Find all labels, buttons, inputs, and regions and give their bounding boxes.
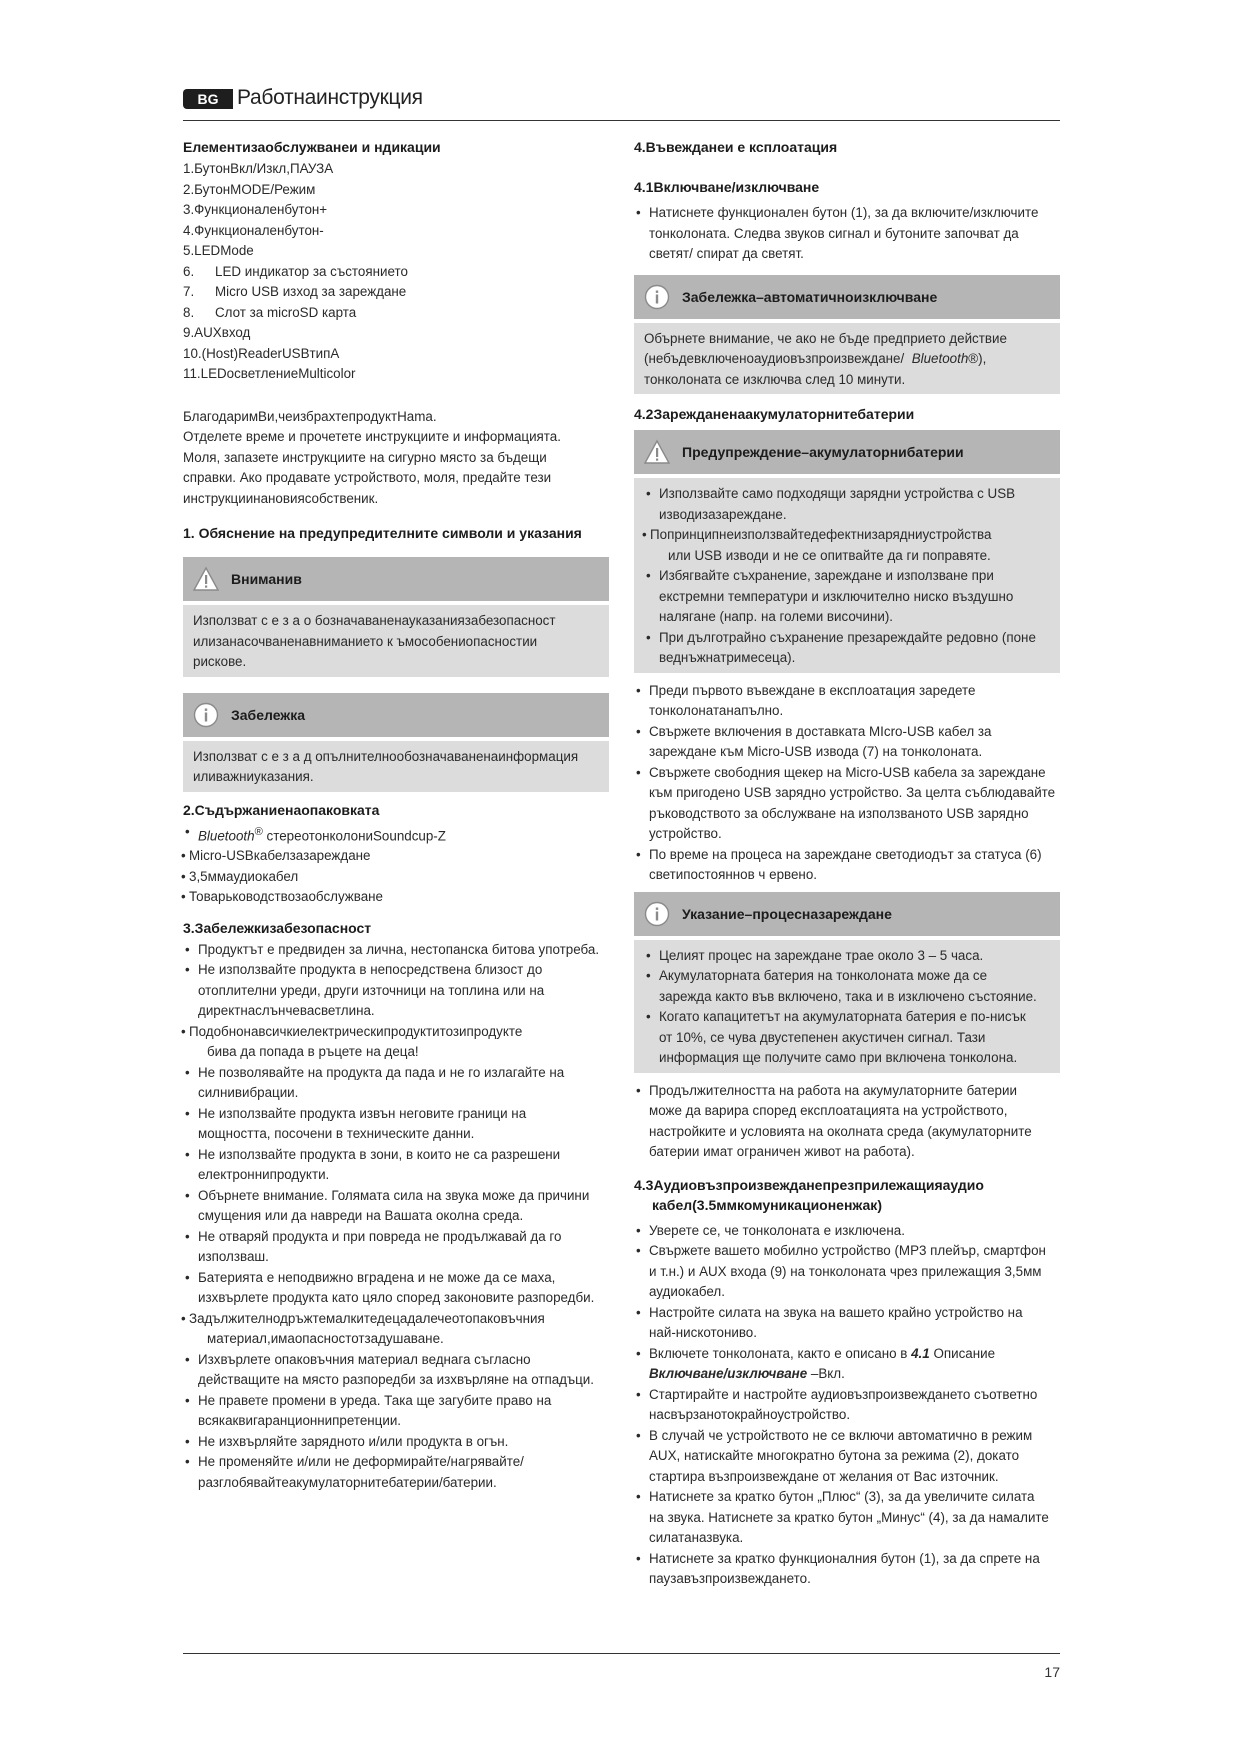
list-item: [183, 960, 609, 1022]
text-line: налягане (напр. на големи височини).: [659, 609, 894, 624]
list-item: [183, 822, 609, 847]
charging-hint-label: Указание–процесназареждане: [682, 905, 892, 922]
text-line: • При дълготрайно съхранение презареждайте редовно (поне: [659, 629, 1036, 645]
list-item: [644, 946, 1050, 967]
text-line: • Стартирайте и настройте аудиовъзпроизвеждането съответно: [649, 1386, 1038, 1402]
text-line: силатаназвука.: [649, 1530, 744, 1545]
language-badge: BG: [183, 89, 233, 109]
text-line: • Обърнете внимание. Голямата сила на звука може да причини: [198, 1187, 590, 1203]
text-span: –Вкл.: [807, 1366, 845, 1381]
warning-triangle-icon: [193, 566, 219, 592]
list-item: [183, 1309, 609, 1350]
text-line: • Избягвайте съхранение, зареждане и използване при: [659, 568, 994, 583]
list-item: • Micro-USBкабелзазареждане: [183, 846, 609, 867]
text-line: светят/ спират да светят.: [649, 246, 804, 261]
text-line: най-нискотониво.: [649, 1325, 757, 1340]
header-rule: [183, 120, 1060, 121]
text-line: устройство.: [649, 826, 722, 841]
control-text: Слот за microSD карта: [215, 304, 357, 320]
auto-off-box-body: [634, 323, 1060, 395]
list-item: [634, 681, 1060, 722]
battery-warning-list: [644, 484, 1050, 669]
list-item: [644, 1007, 1050, 1069]
control-item: 2.БутонMODE/Режим: [183, 181, 316, 197]
brand-text: Bluetooth: [911, 351, 969, 366]
control-item: 11.LEDосветлениеMulticolor: [183, 366, 356, 381]
thanks-paragraph: [183, 407, 609, 510]
list-item: [644, 966, 1050, 1007]
warning-box-header: [183, 557, 609, 601]
note-label: Забележка: [231, 706, 306, 723]
battery-warning-label: Предупреждение–акумулаторнибатерии: [682, 444, 964, 460]
text-line: справки. Ако продавате устройството, моля, предайте тези: [183, 470, 552, 485]
text-line: зареждане към Micro-USB извода (7) на тонколоната.: [649, 744, 983, 759]
text-span: ®),: [968, 351, 987, 366]
warning-label: Вниманив: [231, 571, 302, 587]
control-item: [183, 303, 609, 324]
list-item: • 3,5ммаудиокабел: [183, 867, 609, 888]
text-line: настройките и условията на околната среда (акумулаторните: [649, 1123, 1032, 1139]
auto-off-label: Забележка–автоматичноизключване: [682, 288, 938, 305]
list-item: [634, 1426, 1060, 1488]
list-item: [634, 203, 1060, 265]
text-line: • Уверете се, че тонколоната е изключена.: [649, 1222, 905, 1238]
text-line: аудиокабел.: [649, 1284, 725, 1299]
control-item: 10.(Host)ReaderUSBтипA: [183, 345, 340, 361]
text-line: • Изхвърлете опаковъчния материал веднага съгласно: [198, 1351, 531, 1367]
list-item: [634, 763, 1060, 845]
control-item: 5.LEDMode: [183, 243, 254, 258]
warning-triangle-icon: [644, 439, 670, 465]
list-item: [183, 1432, 609, 1453]
text-span: Включете тонколоната, както е описано в: [649, 1345, 912, 1361]
text-line: ръководството за обслужване на използваното USB зарядно: [649, 805, 1029, 821]
text-line: действащите на място разпоредби за изхвърляне на отпадъци.: [198, 1372, 594, 1388]
right-column: [634, 137, 1060, 1590]
text-line: • Натиснете за кратко бутон „Плюс“ (3), за да увеличите силата: [649, 1489, 1035, 1504]
control-number: 6.: [183, 263, 195, 279]
text-line: • Натиснете функционален бутон (1), за да включите/изключите: [649, 205, 1039, 220]
control-text: Micro USB изход за зареждане: [215, 284, 407, 299]
battery-warning-box-body: [634, 478, 1060, 673]
text-line: • Попринципнеизползвайтедефектнизарядниустройства: [650, 527, 992, 542]
controls-heading: Елементизаобслужванеи и ндикации: [183, 139, 441, 155]
page-title: Работнаинструкция: [237, 86, 423, 109]
note-box-header: [183, 693, 609, 737]
audio-list: [634, 1221, 1060, 1590]
list-item: [183, 1022, 609, 1063]
list-item: • Товарьководствозаобслужване: [183, 887, 609, 908]
text-line: • В случай че устройството не се включи автоматично в режим: [649, 1427, 1033, 1443]
charging-hint-box-body: [634, 940, 1060, 1073]
text-line: • Свържете включения в доставката MIcro-USB кабел за: [649, 723, 992, 739]
registered-mark: ®: [254, 825, 263, 838]
text-span: Описание: [929, 1345, 996, 1361]
text-line: илизанасочваненавниманието к ъмособениопасностии: [193, 633, 538, 649]
controls-list: [183, 159, 609, 385]
section-1-heading: 1. Обяснение на предупредителните символи и указания: [183, 525, 582, 541]
list-item: [644, 484, 1050, 525]
control-text: LED индикатор за състоянието: [215, 263, 408, 279]
info-icon: [193, 702, 219, 728]
list-item: [634, 1344, 1060, 1385]
charging-hint-box-header: [634, 892, 1060, 936]
text-line: смущения или да навреди на Вашата околна среда.: [198, 1208, 524, 1224]
text-line: тонколоната се изключва след 10 минути.: [644, 371, 906, 387]
text-line: светипостояннов ч ервено.: [649, 867, 817, 882]
control-number: 8.: [183, 304, 195, 320]
control-item: 1.БутонВкл/Изкл,ПАУЗА: [183, 161, 334, 176]
text-line: • Не променяйте и/или не деформирайте/нагрявайте/: [198, 1454, 524, 1470]
left-column: [183, 137, 609, 1493]
list-item: [183, 1186, 609, 1227]
text-line: стартира възпроизвеждане от желания от Вас източник.: [649, 1468, 999, 1484]
section-4-3-heading: [634, 1175, 1060, 1215]
package-contents-list: [183, 822, 609, 908]
text-line: [649, 1344, 1060, 1365]
section-reference: Включване/изключване: [649, 1366, 808, 1381]
text-line: Използват с е з а о бозначаваненауказаниязабезопасност: [193, 613, 556, 628]
brand-text: Bluetooth: [198, 827, 255, 843]
text-line: • Не използвайте продукта в непосредствена близост до: [198, 962, 543, 978]
text-line: насвързанотокрайноустройство.: [649, 1407, 851, 1422]
list-item: [634, 1385, 1060, 1426]
list-item: [634, 1303, 1060, 1344]
text-line: зарежда както във включено, така и в изключено състояние.: [659, 988, 1037, 1004]
text-line: • Натиснете за кратко функционалния бутон (1), за да спрете на: [649, 1550, 1040, 1566]
section-reference: 4.1: [911, 1345, 930, 1361]
text-line: Използват с е з а д опълнителнообозначаваненаинформация: [193, 748, 579, 764]
text-line: Обърнете внимание, че ако не бъде предприето действие: [644, 330, 1007, 346]
list-item: [634, 1081, 1060, 1163]
page-header: [183, 87, 1060, 115]
list-item: [634, 845, 1060, 886]
battery-warning-box-header: [634, 430, 1060, 474]
text-line: разглобявайтеакумулаторнитебатерии/батерии.: [198, 1474, 497, 1490]
warning-box-body: [183, 605, 609, 677]
text-line: и т.н.) и AUX входа (9) на тонколоната чрез прилежащия 3,5мм: [649, 1263, 1042, 1279]
text-line: директнаслънчевасветлина.: [198, 1003, 375, 1019]
footer-rule: [183, 1653, 1060, 1654]
charging-hint-list: [644, 946, 1050, 1069]
page-number: 17: [1044, 1664, 1060, 1680]
text-line: екстремни температури и изключително ниско въздушно: [659, 588, 1014, 604]
list-item: [634, 1487, 1060, 1549]
control-number: 7.: [183, 284, 195, 299]
list-item: [644, 566, 1050, 628]
control-item: 9.AUXвход: [183, 325, 251, 340]
text-line: AUX, натискайте многократно бутона за режима (2), докато: [649, 1448, 1020, 1463]
text-line: материал,имаопасностотзадушаване.: [207, 1331, 444, 1347]
list-item: [634, 1549, 1060, 1590]
text-line: използваш.: [198, 1249, 269, 1265]
text-line: Моля, запазете инструкциите на сигурно място за бъдещи: [183, 449, 547, 465]
list-item: [644, 628, 1050, 669]
text-line: • Подобнонавсичкиелектрическипродуктитозипродукте: [189, 1023, 523, 1039]
text-line: всякаквигаранционнипретенции.: [198, 1413, 402, 1429]
auto-off-box-header: [634, 275, 1060, 319]
text-line: мощността, посочени в техническите данни.: [198, 1126, 475, 1142]
control-item: 4.Функционаленбутон-: [183, 222, 324, 238]
list-item: [183, 1063, 609, 1104]
list-item: [634, 1241, 1060, 1303]
runtime-list: [634, 1081, 1060, 1163]
list-item: [183, 940, 609, 961]
list-item: [183, 1350, 609, 1391]
text-line: • Продължителността на работа на акумулаторните батерии: [649, 1082, 1017, 1098]
text-line: • Не изхвърляйте зарядното и/или продукта в огън.: [198, 1433, 509, 1449]
text-line: към пригодено USB зарядно устройство. За целта съблюдавайте: [649, 785, 1056, 800]
section-4-2-heading: 4.2Зарежданенаакумулаторнитебатерии: [634, 406, 915, 422]
text-line: • Когато капацитетът на акумулаторната батерия е по-нисък: [659, 1009, 1026, 1024]
list-item: [183, 1227, 609, 1268]
text-line: тонколонатанапълно.: [649, 703, 784, 718]
text-line: на звука. Натиснете за кратко бутон „Минус“ (4), за да намалите: [649, 1509, 1049, 1525]
text-line: веднъжнатримесеца).: [659, 650, 796, 665]
info-icon: [644, 284, 670, 310]
text-line: • Свържете вашето мобилно устройство (MP3 плейър, смартфон: [649, 1243, 1046, 1258]
text-line: • Не използвайте продукта извън неговите граници на: [198, 1105, 527, 1121]
text-line: или USB изводи и не се опитвайте да ги поправяте.: [668, 547, 991, 563]
charging-list: [634, 681, 1060, 886]
safety-list: [183, 940, 609, 1494]
list-item: [183, 1391, 609, 1432]
section-3-heading: 3.Забележкизабезопасност: [183, 919, 372, 936]
item-text: стереотонколониSoundcup-Z: [262, 827, 446, 843]
text-line: • Продуктът е предвиден за лична, нестопанска битова употреба.: [198, 941, 600, 957]
note-box-body: [183, 741, 609, 792]
text-line: [644, 349, 1050, 370]
text-line: отоплителни уреди, други източници на топлина или на: [198, 982, 545, 998]
info-icon: [644, 901, 670, 927]
text-line: инструкциинановиясобственик.: [183, 490, 379, 506]
text-line: батерии имат ограничен живот на работа).: [649, 1144, 915, 1159]
text-line: • Акумулаторната батерия на тонколоната може да се: [659, 968, 988, 983]
control-item: 3.Функционаленбутон+: [183, 202, 328, 217]
section-4-heading: 4.Въвежданеи е ксплоатация: [634, 139, 838, 155]
text-line: бива да попада в ръцете на деца!: [207, 1044, 419, 1060]
list-item: [183, 1104, 609, 1145]
text-line: рискове.: [193, 654, 247, 669]
text-line: • Не позволявайте на продукта да пада и не го излагайте на: [198, 1064, 565, 1080]
list-item: [634, 1221, 1060, 1242]
text-line: • Настройте силата на звука на вашето крайно устройство на: [649, 1304, 1023, 1320]
control-item: [183, 262, 609, 283]
text-line: БлагодаримВи,чеизбрахтепродуктHama.: [183, 408, 437, 424]
control-item: [183, 282, 609, 303]
text-line: от 10%, се чува двустепенен акустичен сигнал. Тази: [659, 1029, 986, 1045]
heading-line: кабел(3.5ммкомуникационенжак): [652, 1196, 882, 1213]
list-item: [634, 722, 1060, 763]
text-line: • Използвайте само подходящи зарядни устройства с USB: [659, 486, 1016, 501]
text-line: Отделете време и прочетете инструкциите и информацията.: [183, 429, 561, 444]
list-item: [183, 1145, 609, 1186]
list-item: [183, 1452, 609, 1493]
list-item: [644, 525, 1050, 566]
text-line: тонколоната. Следва звуков сигнал и бутоните започват да: [649, 225, 1019, 241]
text-line: изхвърлете продукта като цяло според законовите разпоредби.: [198, 1290, 595, 1306]
text-line: изводизазареждане.: [659, 506, 787, 522]
text-line: [649, 1364, 1060, 1385]
text-line: • Свържете свободния щекер на Micro-USB кабела за зареждане: [649, 764, 1046, 780]
text-line: • Не правете промени в уреда. Така ще загубите право на: [198, 1392, 552, 1408]
text-line: паузавъзпроизвеждането.: [649, 1571, 811, 1586]
text-span: (небъдевключеноаудиовъзпроизвеждане/: [644, 351, 905, 366]
section-4-1-heading: 4.1Включване/изключване: [634, 179, 820, 195]
text-line: • Не отваряй продукта и при повреда не продължавай да го: [198, 1228, 562, 1244]
text-line: силнивибрации.: [198, 1085, 299, 1101]
text-line: • Преди първото въвеждане в експлоатация заредете: [649, 682, 976, 698]
text-line: • Не използвайте продукта в зони, в които не са разрешени: [198, 1146, 561, 1162]
text-line: • Задължителнодръжтемалкитедецадалечеотопаковъчния: [189, 1310, 545, 1326]
power-list: [634, 203, 1060, 265]
text-line: информация ще получите само при включена тонколона.: [659, 1050, 1018, 1065]
text-line: • Батерията е неподвижно вградена и не може да се маха,: [198, 1269, 556, 1285]
text-line: електроннипродукти.: [198, 1167, 330, 1183]
text-line: • По време на процеса на зареждане светодиодът за статуса (6): [649, 846, 1042, 862]
list-item: [183, 1268, 609, 1309]
section-2-heading: 2.Съдържаниенаопаковката: [183, 801, 380, 818]
text-line: може да варира според експлоатацията на устройството,: [649, 1103, 1008, 1118]
text-line: иливажниуказания.: [193, 769, 314, 784]
text-line: • Целият процес на зареждане трае около 3 – 5 часа.: [659, 947, 984, 963]
heading-line: 4.3Аудиовъзпроизвежданепрезприлежащияаудио: [634, 1176, 984, 1193]
